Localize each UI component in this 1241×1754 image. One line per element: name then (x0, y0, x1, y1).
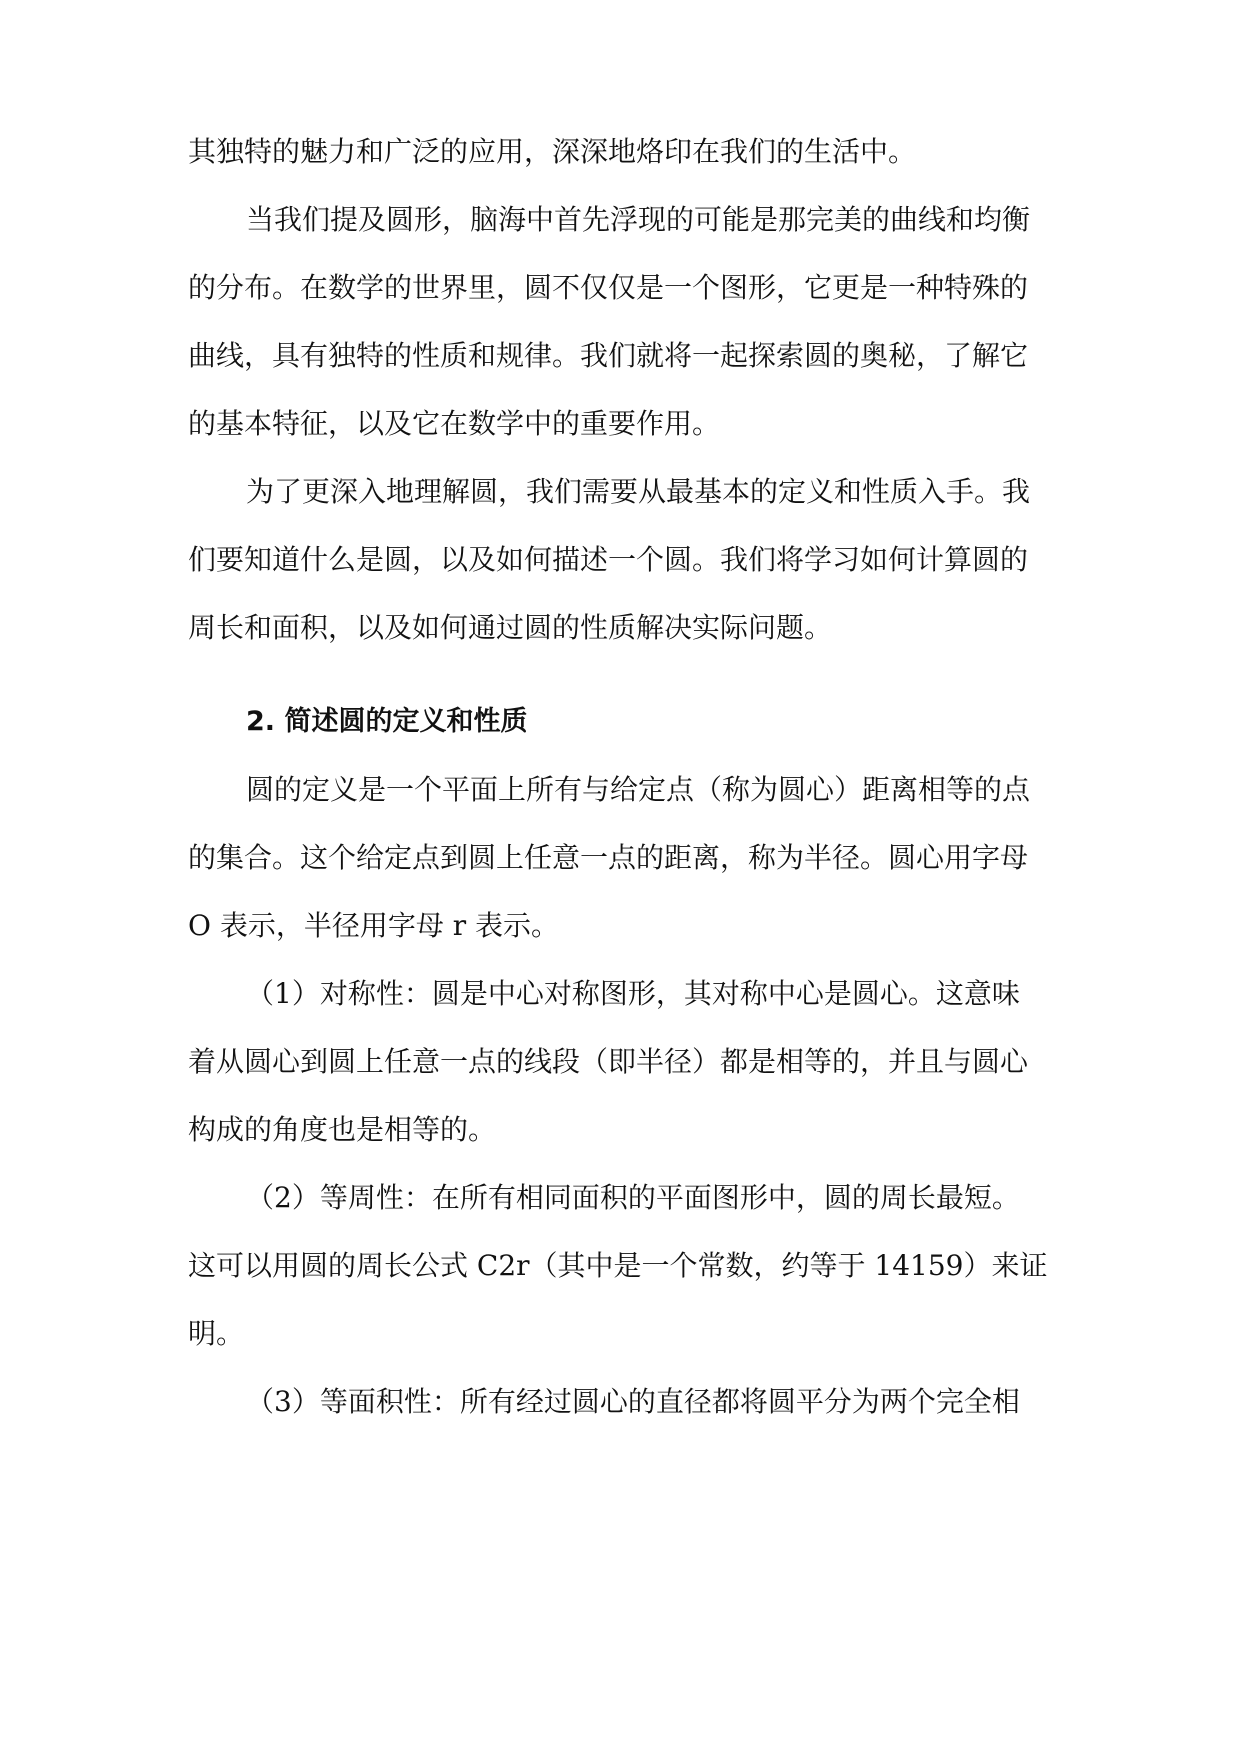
paragraph-line: 周长和面积，以及如何通过圆的性质解决实际问题。 (188, 611, 833, 644)
paragraph-line: （3）等面积性：所有经过圆心的直径都将圆平分为两个完全相 (246, 1385, 1020, 1418)
paragraph-line: 们要知道什么是圆，以及如何描述一个圆。我们将学习如何计算圆的 (188, 543, 1029, 576)
paragraph-line: 构成的角度也是相等的。 (188, 1113, 497, 1146)
paragraph-line: 曲线，具有独特的性质和规律。我们就将一起探索圆的奥秘，了解它 (188, 339, 1029, 372)
paragraph-line: 为了更深入地理解圆，我们需要从最基本的定义和性质入手。我 (246, 475, 1031, 508)
paragraph-line: O 表示，半径用字母 r 表示。 (188, 909, 560, 942)
paragraph-line: 圆的定义是一个平面上所有与给定点（称为圆心）距离相等的点 (246, 773, 1031, 806)
paragraph-line: 这可以用圆的周长公式 C2r（其中是一个常数，约等于 14159）来证 (188, 1249, 1048, 1282)
paragraph-line: （2）等周性：在所有相同面积的平面图形中，圆的周长最短。 (246, 1181, 1020, 1214)
paragraph-line: 其独特的魅力和广泛的应用，深深地烙印在我们的生活中。 (188, 135, 917, 168)
paragraph-line: 着从圆心到圆上任意一点的线段（即半径）都是相等的，并且与圆心 (188, 1045, 1029, 1078)
paragraph-line: （1）对称性：圆是中心对称图形，其对称中心是圆心。这意味 (246, 977, 1020, 1010)
paragraph-line: 的基本特征，以及它在数学中的重要作用。 (188, 407, 721, 440)
paragraph-line: 的集合。这个给定点到圆上任意一点的距离，称为半径。圆心用字母 (188, 841, 1029, 874)
paragraph-line: 当我们提及圆形，脑海中首先浮现的可能是那完美的曲线和均衡 (246, 203, 1031, 236)
paragraph-line: 明。 (188, 1317, 245, 1350)
paragraph-line: 的分布。在数学的世界里，圆不仅仅是一个图形，它更是一种特殊的 (188, 271, 1029, 304)
section-heading: 2. 简述圆的定义和性质 (246, 706, 528, 737)
